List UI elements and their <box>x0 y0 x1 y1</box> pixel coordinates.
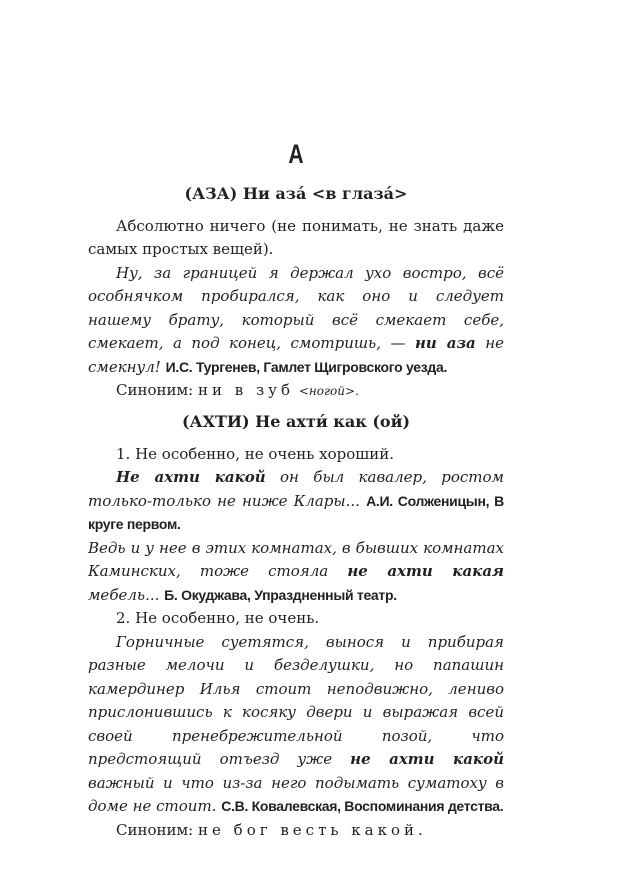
example-text: Ведь и у нее в этих комнатах, в бывших комнатах Каминских, тоже стояла <box>88 538 504 580</box>
example-highlight: Не ахти какой <box>116 468 266 486</box>
entry-synonym <box>88 819 504 843</box>
entry-definition: Абсолютно ничего (не понимать, не знать даже самых простых вещей). <box>88 216 504 258</box>
example-highlight: не ахти какой <box>350 750 504 768</box>
entry-synonym <box>88 379 504 404</box>
entry-title: (АЗА) Ни аза́ <в глаза́> <box>184 184 408 203</box>
section-letter: А <box>288 139 304 169</box>
example-text: Ну, за границей я держал ухо востро, всё особнячком пробирался, как оно и следует нашему брату, который всё смекает себе, смекает, а под конец, смотришь, — <box>88 263 504 352</box>
entry-aza <box>88 182 504 404</box>
synonym-label: Синоним: <box>116 820 194 839</box>
synonym-label: Синоним: <box>116 381 194 399</box>
synonym-value: ни в зуб <box>198 381 295 399</box>
sense-2-definition: 2. Не особенно, не очень. <box>116 609 320 627</box>
sense-1-example-1 <box>88 466 504 537</box>
example-source: А.И. Солженицын, В круге первом. <box>88 492 504 532</box>
example-source: И.С. Тургенев, Гамлет Щигровского уезда. <box>165 358 448 375</box>
synonym-value: не бог весть какой. <box>198 820 427 839</box>
entry-example <box>88 262 504 380</box>
example-highlight: не ахти какая <box>347 562 504 580</box>
example-text-end: не смекнул! <box>88 334 504 376</box>
entry-akhti <box>88 410 504 842</box>
sense-2-example <box>88 631 504 819</box>
example-text-end: важный и что из-за него подымать суматоху в доме не стоит. <box>88 773 504 815</box>
example-source: С.В. Ковалевская, Воспоминания детства. <box>221 798 504 814</box>
example-text-end: мебель... <box>88 585 160 604</box>
entry-title: (АХТИ) Не ахти́ как (ой) <box>181 412 411 431</box>
sense-1-definition: 1. Не особенно, не очень хороший. <box>116 444 394 463</box>
sense-1-example-2 <box>88 537 504 608</box>
example-source: Б. Окуджава, Упраздненный театр. <box>164 586 397 603</box>
example-highlight: ни аза <box>414 334 476 352</box>
example-text: Горничные суетятся, вынося и прибирая разные мелочи и безделушки, но папашин камердинер Илья стоит неподвижно, лениво прислонившись к косяку двери и выражая всей своей пренебрежительной позой, что предстоящий отъезд уже <box>88 632 504 768</box>
synonym-note: <ногой>. <box>298 384 359 398</box>
example-text: он был кавалер, ростом только-только не ниже Клары... <box>88 468 504 510</box>
